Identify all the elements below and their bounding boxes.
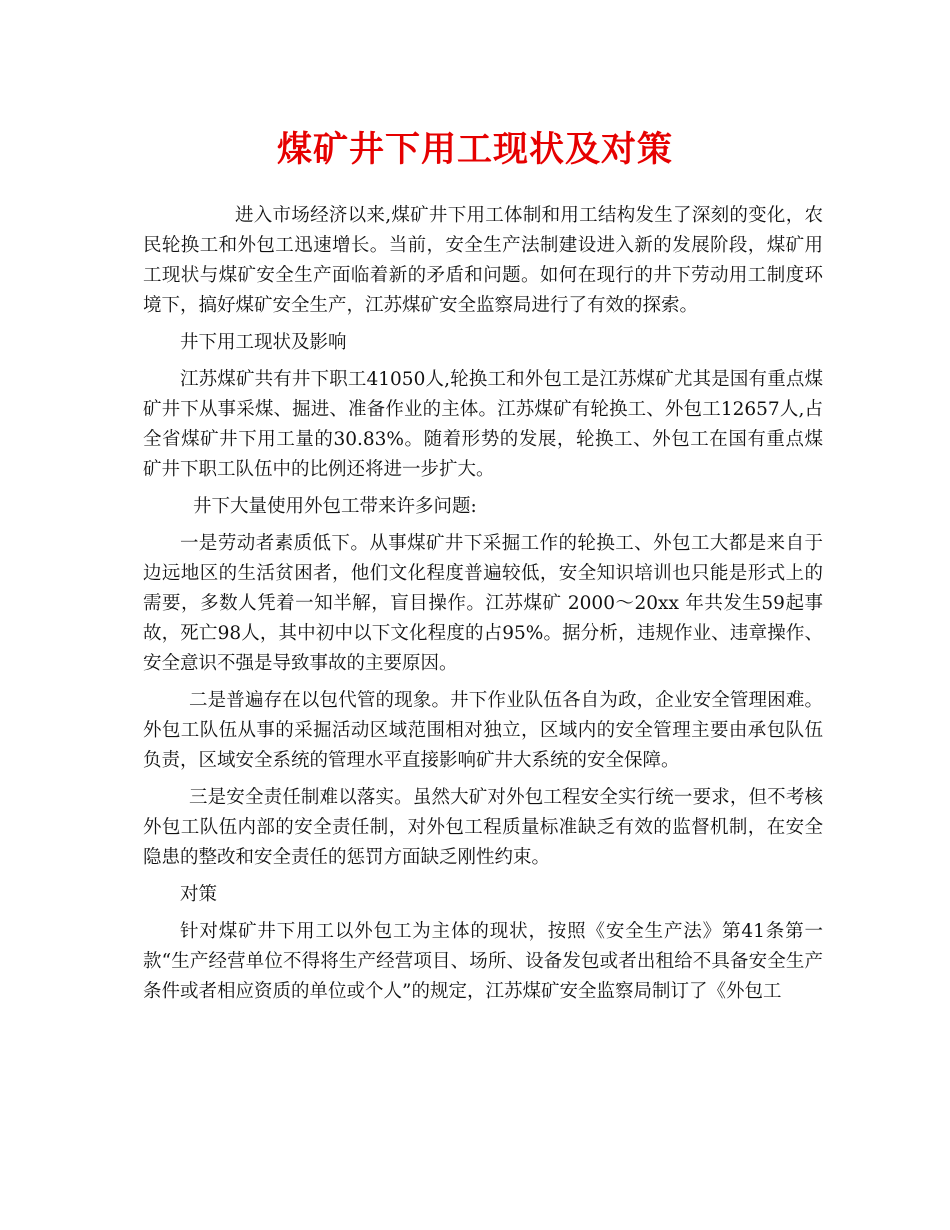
paragraph-problem-one: 一是劳动者素质低下。从事煤矿井下采掘工作的轮换工、外包工大都是来自于边远地区的生活贫困者，他们文化程度普遍较低，安全知识培训也只能是形式上的需要，多数人凭着一知半解，盲目操作。江苏煤矿 2000～20xx 年共发生59起事故，死亡98人，其中初中以下文化程度的占95%。据分析，违规作业、违章操作、安全意识不强是导致事故的主要原因。 <box>143 533 823 674</box>
section-heading-status: 井下用工现状及影响 <box>180 332 347 353</box>
paragraph-problem-three: 三是安全责任制难以落实。虽然大矿对外包工程安全实行统一要求，但不考核外包工队伍内部的安全责任制，对外包工程质量标准缺乏有效的监督机制，在安全隐患的整改和安全责任的惩罚方面缺乏刚性约束。 <box>143 787 823 868</box>
document-title: 煤矿井下用工现状及对策 <box>276 129 673 170</box>
paragraph-status: 江苏煤矿共有井下职工41050人,轮换工和外包工是江苏煤矿尤其是国有重点煤矿井下从事采煤、掘进、准备作业的主体。江苏煤矿有轮换工、外包工12657人,占全省煤矿井下用工量的30.83%。随着形势的发展，轮换工、外包工在国有重点煤矿井下职工队伍中的比例还将进一步扩大。 <box>143 369 823 480</box>
paragraph-countermeasures: 针对煤矿井下用工以外包工为主体的现状，按照《安全生产法》第41条第一款“生产经营单位不得将生产经营项目、场所、设备发包或者出租给不具备安全生产条件或者相应资质的单位或个人”的规定，江苏煤矿安全监察局制订了《外包工 <box>143 921 823 1002</box>
paragraph-intro: 进入市场经济以来,煤矿井下用工体制和用工结构发生了深刻的变化，农民轮换工和外包工迅速增长。当前，安全生产法制建设进入新的发展阶段，煤矿用工现状与煤矿安全生产面临着新的矛盾和问题。如何在现行的井下劳动用工制度环境下，搞好煤矿安全生产，江苏煤矿安全监察局进行了有效的探索。 <box>143 205 823 316</box>
paragraph-problem-two: 二是普遍存在以包代管的现象。井下作业队伍各自为政，企业安全管理困难。外包工队伍从事的采掘活动区域范围相对独立，区域内的安全管理主要由承包队伍负责，区域安全系统的管理水平直接影响矿井大系统的安全保障。 <box>143 690 823 771</box>
document-body <box>143 201 823 1014</box>
section-heading-countermeasures: 对策 <box>180 884 218 905</box>
paragraph-problems-intro: 井下大量使用外包工带来许多问题: <box>193 496 477 517</box>
